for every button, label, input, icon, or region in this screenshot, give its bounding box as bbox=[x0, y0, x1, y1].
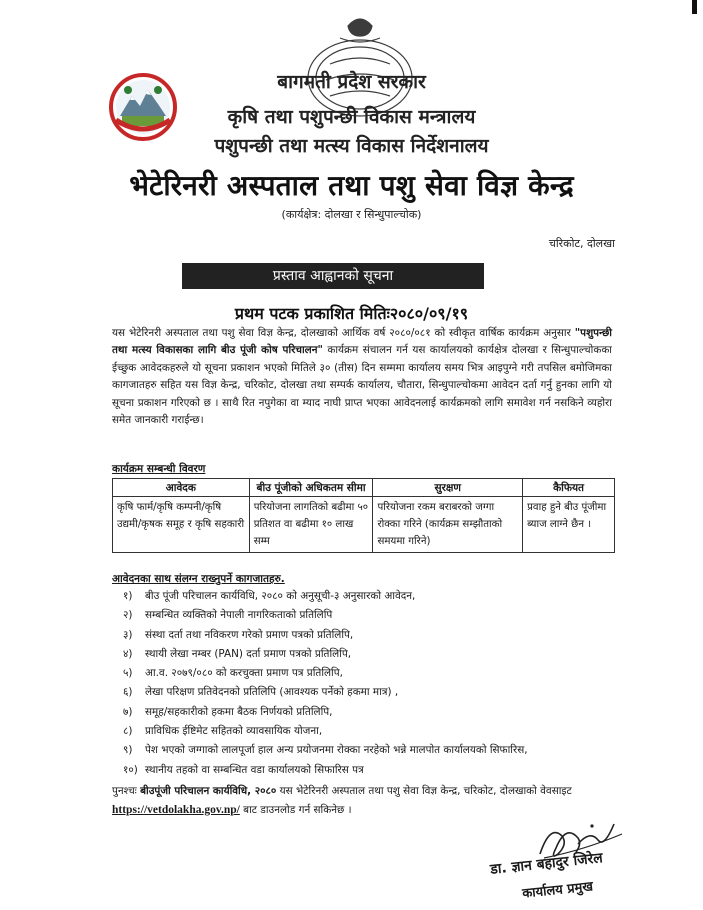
notice-body bbox=[112, 325, 612, 429]
column-header-security: सुरक्षण bbox=[373, 479, 523, 497]
item-number: ८) bbox=[123, 725, 133, 738]
list-item bbox=[123, 587, 613, 606]
item-number: २) bbox=[123, 609, 133, 622]
list-item bbox=[123, 645, 613, 664]
footnote-procedure-name: बीउपूंजी परिचालन कार्यविधि, २०८० bbox=[140, 785, 277, 797]
item-number: ३) bbox=[123, 628, 133, 641]
cell-remarks: प्रवाह हुने बीउ पूंजीमा ब्याज लाग्ने छैन । bbox=[523, 497, 615, 553]
column-header-remarks: कैफियत bbox=[523, 479, 615, 497]
notice-body-part-1: यस भेटेरिनरी अस्पताल तथा पशु सेवा विज्ञ केन्द्र, दोलखाको आर्थिक वर्ष २०८०/०८१ को स्वीकृत वार्षिक कार्यक्रम अनुसार bbox=[112, 327, 575, 339]
item-text: लेखा परिक्षण प्रतिवेदनको प्रतिलिपि (आवश्यक पर्नेको हकमा मात्र) , bbox=[145, 686, 399, 699]
directorate-name: पशुपन्छी तथा मत्स्य विकास निर्देशनालय bbox=[214, 135, 489, 157]
page-edge-mark bbox=[692, 0, 697, 14]
item-text: पेश भएको जग्गाको लालपूर्जा हाल अन्य प्रयोजनमा रोक्का नरहेको भन्ने मालपोत कार्यालयको सिफारिस, bbox=[145, 744, 528, 757]
list-item bbox=[123, 606, 613, 625]
list-item bbox=[123, 683, 613, 702]
list-item bbox=[123, 626, 613, 645]
item-number: ५) bbox=[123, 667, 133, 680]
list-item bbox=[123, 741, 613, 760]
signatory-name: डा. ज्ञान बहादुर जिरेल bbox=[489, 850, 604, 878]
item-text: आ.व. २०७९/०८० को करचुक्ता प्रमाण पत्र प्रतिलिपि, bbox=[145, 667, 343, 680]
program-name-bold: "पशुपन्छी तथा मत्स्य विकासका लागि बीउ पूंजी कोष परिचालन" bbox=[112, 327, 612, 357]
province-name: बागमती प्रदेश सरकार bbox=[277, 71, 426, 93]
item-text: सम्बन्धित व्यक्तिको नेपाली नागरिकताको प्रतिलिपि bbox=[145, 609, 333, 622]
notice-title-bar: प्रस्ताव आह्वानको सूचना bbox=[182, 263, 484, 289]
table-header-row bbox=[113, 479, 615, 497]
item-text: समूह/सहकारीको हकमा बैठक निर्णयको प्रतिलिपि, bbox=[145, 705, 333, 718]
table-row bbox=[113, 497, 615, 553]
item-number: ६) bbox=[123, 686, 133, 699]
item-text: स्थायी लेखा नम्बर (PAN) दर्ता प्रमाण पत्रको प्रतिलिपि, bbox=[145, 647, 352, 660]
list-item bbox=[123, 664, 613, 683]
column-header-max-limit: बीउ पूंजीको अधिकतम सीमा bbox=[249, 479, 373, 497]
column-header-applicant: आवेदक bbox=[113, 479, 250, 497]
item-number: १) bbox=[123, 590, 133, 602]
item-number: ४) bbox=[123, 647, 133, 660]
list-item bbox=[123, 703, 613, 722]
item-text: संस्था दर्ता तथा नविकरण गरेको प्रमाण पत्रको प्रतिलिपि, bbox=[145, 628, 354, 641]
item-text: प्राविधिक ईष्टिमेट सहितको व्यावसायिक योजना, bbox=[145, 725, 323, 738]
documents-title: आवेदनका साथ संलग्न राख्नुपर्ने कागजातहरु. bbox=[112, 573, 285, 585]
cell-security: परियोजना रकम बराबरको जग्गा रोक्का गरिने (कार्यक्रम सम्झौताको समयमा गरिने) bbox=[373, 497, 523, 553]
office-place: चरिकोट, दोलखा bbox=[548, 237, 615, 250]
published-date: प्रथम पटक प्रकाशित मितिः२०८०/०९/१९ bbox=[234, 304, 469, 323]
cell-applicant: कृषि फार्म/कृषि कम्पनी/कृषि उद्यमी/कृषक समूह र कृषि सहकारी bbox=[113, 497, 250, 553]
item-number: ७) bbox=[123, 705, 133, 718]
footnote-suffix: बाट डाउनलोड गर्न सकिनेछ । bbox=[239, 804, 352, 816]
footnote-middle: यस भेटेरिनरी अस्पताल तथा पशु सेवा विज्ञ केन्द्र, चरिकोट, दोलखाको वेवसाइट bbox=[276, 785, 572, 797]
ministry-name: कृषि तथा पशुपन्छी विकास मन्त्रालय bbox=[227, 106, 476, 128]
item-text: बीउ पूंजी परिचालन कार्यविधि, २०८० को अनुसूची-३ अनुसारको आवेदन, bbox=[145, 590, 416, 602]
list-item bbox=[123, 722, 613, 741]
cell-max-limit: परियोजना लागतिको बढीमा ५० प्रतिशत वा बढीमा १० लाख सम्म bbox=[249, 497, 373, 553]
item-text: स्थानीय तहको वा सम्बन्धित वडा कार्यालयको सिफारिस पत्र bbox=[145, 763, 364, 776]
notice-body-part-2: कार्यक्रम संचालन गर्न यस कार्यालयको कार्यक्षेत्र दोलखा र सिन्धुपाल्चोकका ईच्छुक आवेदकहरुले यो सूचना प्रकाशन भएको मितिले ३० (तीस) दिन सम्ममा कार्यालय समय भित्र आइपुग्ने गरी तपसिल बमोजिमका कागजातहरु सहित यस विज्ञ केन्द्र, चरिकोट, दोलखा तथा सम्पर्क कार्यालय, चौतारा, सिन्धुपाल्चोकमा आवेदन दर्ता गर्नु हुनका लागि यो सूचना प्रकाशन गरिएको छ । साथै रित नपुगेका वा म्याद नाघी प्राप्त भएका आवेदनलाई कार्यक्रमको लागि समावेश गर्न नसकिने व्यहोरा समेत जानकारी गराईन्छ। bbox=[112, 344, 612, 427]
office-name: भेटेरिनरी अस्पताल तथा पशु सेवा विज्ञ केन्द्र bbox=[129, 169, 574, 202]
jurisdiction: (कार्यक्षेत्र: दोलखा र सिन्धुपाल्चोक) bbox=[281, 208, 422, 221]
documents-list bbox=[123, 587, 613, 780]
website-link[interactable]: https://vetdolakha.gov.np/ bbox=[112, 804, 240, 816]
item-number: ९) bbox=[123, 744, 133, 757]
item-number: १०) bbox=[123, 763, 138, 776]
program-details-title: कार्यक्रम सम्बन्धी विवरण bbox=[112, 463, 206, 475]
footnote-prefix: पुनश्चः bbox=[112, 785, 141, 797]
list-item bbox=[123, 761, 613, 780]
office-seal-icon bbox=[300, 8, 420, 118]
program-table bbox=[112, 478, 615, 553]
signatory-title: कार्यालय प्रमुख bbox=[521, 879, 594, 902]
